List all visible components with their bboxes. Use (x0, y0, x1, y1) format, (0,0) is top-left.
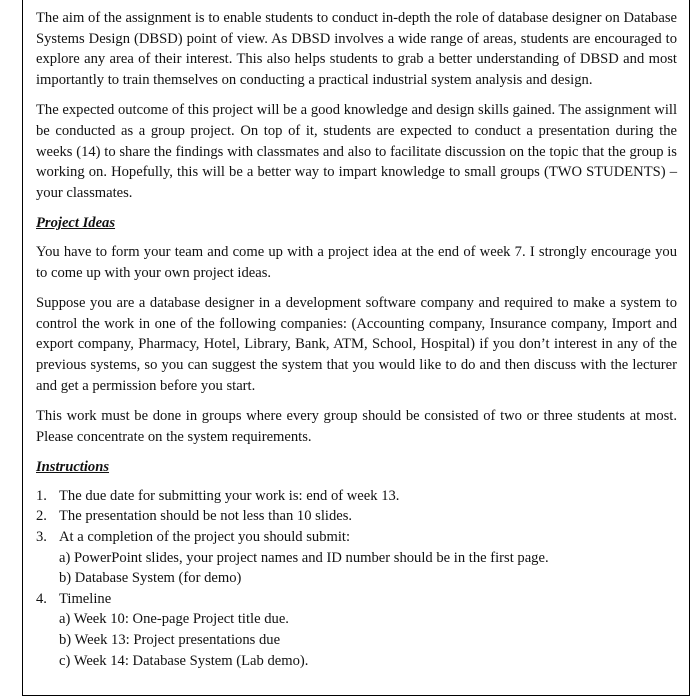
instructions-list (36, 486, 677, 671)
project-ideas-heading: Project Ideas (36, 215, 116, 232)
outcome-paragraph: The expected outcome of this project will be a good knowledge and design skills gained. The assignment will be conducted as a group project. On top of it, students are expected to conduct a presentation during the weeks (14) to share the findings with classmates and also to facilitate discussion on the topic that the group is working on. Hopefully, this will be a better way to impart knowledge to small groups (TWO STUDENTS) – your classmates. (36, 102, 677, 201)
sub-list-item: a) PowerPoint slides, your project names and ID number should be in the first page. (59, 549, 549, 566)
timeline-sublist (59, 609, 677, 671)
list-item-text: At a completion of the project you should submit: (59, 529, 351, 546)
sub-list-item: a) Week 10: One-page Project title due. (59, 611, 289, 628)
groups-paragraph: This work must be done in groups where every group should be consisted of two or three students at most. Please concentrate on the system requirements. (36, 408, 677, 445)
list-item-text: The due date for submitting your work is: end of week 13. (59, 487, 400, 504)
team-paragraph: You have to form your team and come up with a project idea at the end of week 7. I strongly encourage you to come up with your own project ideas. (36, 243, 677, 281)
list-item (36, 506, 677, 527)
list-item-text: Timeline (59, 590, 112, 607)
list-item (36, 589, 677, 671)
scenario-paragraph: Suppose you are a database designer in a development software company and required to make a system to control the work in one of the following companies: (Accounting company, Insurance company, Import and export company, Pharmacy, Hotel, Library, Bank, ATM, School, Hospital) if you don’t interest in any of the previous systems, so you can suggest the system that you would like to do and then discuss with the lecturer and get a permission before you start. (36, 295, 677, 394)
list-item-number: 3. (36, 529, 47, 546)
sub-list-item: b) Database System (for demo) (59, 570, 242, 587)
list-item-text: The presentation should be not less than 10 slides. (59, 508, 353, 525)
list-item-number: 1. (36, 487, 47, 504)
instructions-heading: Instructions (36, 459, 110, 476)
submission-sublist (59, 548, 677, 589)
list-item-number: 4. (36, 590, 47, 607)
intro-paragraph: The aim of the assignment is to enable students to conduct in-depth the role of database designer on Database Systems Design (DBSD) point of view. As DBSD involves a wide range of areas, students are encouraged to explore any area of their interest. This also helps students to grab a better understanding of DBSD and most importantly to train themselves on conducting a practical industrial system analysis and design. (36, 10, 677, 88)
list-item-number: 2. (36, 508, 47, 525)
document-page (22, 0, 690, 696)
sub-list-item: b) Week 13: Project presentations due (59, 632, 281, 649)
list-item (36, 527, 677, 589)
sub-list-item: c) Week 14: Database System (Lab demo). (59, 652, 309, 669)
list-item (36, 486, 677, 507)
